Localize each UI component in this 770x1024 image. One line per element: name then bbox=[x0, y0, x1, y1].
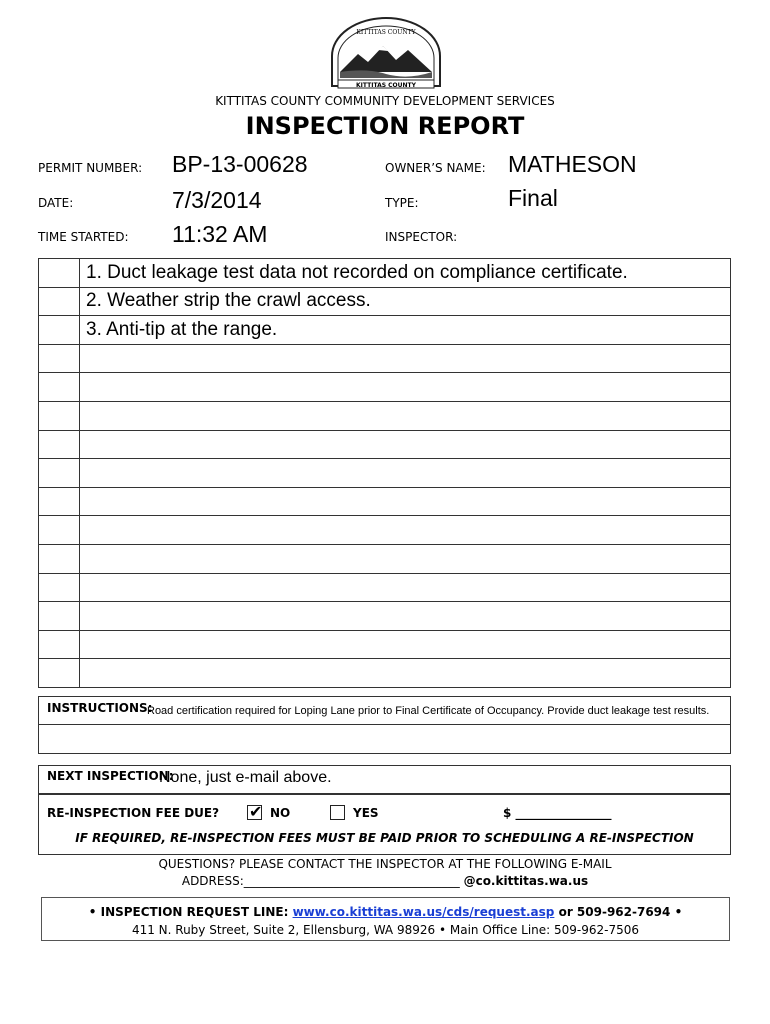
bullet-icon: • bbox=[88, 905, 97, 919]
table-row bbox=[39, 659, 731, 688]
time-started-label: TIME STARTED: bbox=[38, 230, 129, 244]
owner-name-value: MATHESON bbox=[508, 151, 637, 177]
table-row bbox=[39, 573, 731, 602]
date-label: DATE: bbox=[38, 196, 74, 210]
table-row bbox=[39, 287, 731, 316]
contact-email-domain: @co.kittitas.wa.us bbox=[463, 874, 589, 888]
request-phone: or 509-962-7694 bbox=[558, 905, 671, 919]
table-row bbox=[39, 401, 731, 430]
item-text bbox=[80, 430, 731, 459]
instructions-label: INSTRUCTIONS: bbox=[47, 701, 153, 715]
table-row bbox=[39, 259, 731, 288]
inspector-label: INSPECTOR: bbox=[385, 230, 458, 244]
item-check-cell[interactable] bbox=[39, 544, 80, 573]
fee-yes-checkbox[interactable] bbox=[330, 805, 345, 820]
fee-amount-field[interactable]: $ ________________ bbox=[503, 806, 612, 820]
item-check-cell[interactable] bbox=[39, 573, 80, 602]
bullet-icon: • bbox=[674, 905, 683, 919]
seal-banner-text: KITTITAS COUNTY bbox=[356, 82, 416, 89]
checkmark-icon: ✔ bbox=[249, 804, 263, 821]
table-row bbox=[39, 544, 731, 573]
item-text: 2. Weather strip the crawl access. bbox=[80, 287, 731, 316]
reinspection-fee-label: RE-INSPECTION FEE DUE? bbox=[47, 806, 220, 820]
item-text bbox=[80, 487, 731, 516]
table-row bbox=[39, 487, 731, 516]
county-seal bbox=[328, 14, 444, 92]
item-check-cell[interactable] bbox=[39, 344, 80, 373]
inspection-items-table bbox=[38, 258, 731, 688]
fee-yes-label: YES bbox=[353, 806, 379, 820]
item-text bbox=[80, 573, 731, 602]
agency-name: KITTITAS COUNTY COMMUNITY DEVELOPMENT SERVICES bbox=[215, 94, 555, 108]
item-text: 3. Anti-tip at the range. bbox=[80, 316, 731, 345]
table-row bbox=[39, 344, 731, 373]
type-label: TYPE: bbox=[385, 196, 419, 210]
address-line bbox=[41, 923, 730, 937]
request-url-link[interactable]: www.co.kittitas.wa.us/cds/request.asp bbox=[292, 905, 555, 919]
item-check-cell[interactable] bbox=[39, 401, 80, 430]
item-text bbox=[80, 602, 731, 631]
item-check-cell[interactable] bbox=[39, 287, 80, 316]
fee-no-checkbox[interactable] bbox=[247, 805, 262, 820]
next-inspection-label: NEXT INSPECTION: bbox=[47, 769, 174, 783]
item-text bbox=[80, 544, 731, 573]
seal-arc-text: KITTITAS COUNTY bbox=[356, 29, 416, 36]
permit-number-label: PERMIT NUMBER: bbox=[38, 161, 143, 175]
contact-line-1: QUESTIONS? PLEASE CONTACT THE INSPECTOR AT THE FOLLOWING E-MAIL bbox=[158, 857, 612, 871]
fee-notice: IF REQUIRED, RE-INSPECTION FEES MUST BE PAID PRIOR TO SCHEDULING A RE-INSPECTION bbox=[75, 831, 694, 845]
item-text bbox=[80, 659, 731, 688]
item-check-cell[interactable] bbox=[39, 459, 80, 488]
contact-line-2 bbox=[0, 874, 770, 888]
item-text bbox=[80, 401, 731, 430]
item-check-cell[interactable] bbox=[39, 316, 80, 345]
fee-no-label: NO bbox=[270, 806, 291, 820]
table-row bbox=[39, 602, 731, 631]
item-text bbox=[80, 516, 731, 545]
item-check-cell[interactable] bbox=[39, 430, 80, 459]
table-row bbox=[39, 316, 731, 345]
contact-address-blank[interactable]: ADDRESS:____________________________________ bbox=[181, 874, 460, 888]
instructions-extra-line[interactable] bbox=[38, 724, 731, 754]
owner-name-label: OWNER’S NAME: bbox=[385, 161, 486, 175]
main-office-line: Main Office Line: 509-962-7506 bbox=[449, 923, 640, 937]
item-check-cell[interactable] bbox=[39, 516, 80, 545]
instructions-text: Road certification required for Loping Lane prior to Final Certificate of Occupancy. Provide duct leakage test results. bbox=[147, 705, 710, 717]
table-row bbox=[39, 516, 731, 545]
table-row bbox=[39, 459, 731, 488]
bullet-icon: • bbox=[438, 923, 447, 937]
page-title: INSPECTION REPORT bbox=[245, 112, 525, 140]
item-text bbox=[80, 630, 731, 659]
item-check-cell[interactable] bbox=[39, 487, 80, 516]
request-line bbox=[41, 905, 730, 919]
date-value: 7/3/2014 bbox=[172, 187, 262, 213]
item-text bbox=[80, 459, 731, 488]
item-text bbox=[80, 373, 731, 402]
reinspection-fee-box bbox=[38, 794, 731, 855]
time-started-value: 11:32 AM bbox=[172, 221, 268, 247]
next-inspection-value: None, just e-mail above. bbox=[159, 769, 332, 786]
table-row bbox=[39, 630, 731, 659]
table-row bbox=[39, 373, 731, 402]
item-text bbox=[80, 344, 731, 373]
table-row bbox=[39, 430, 731, 459]
type-value: Final bbox=[508, 185, 558, 211]
office-address: 411 N. Ruby Street, Suite 2, Ellensburg, WA 98926 bbox=[131, 923, 436, 937]
item-check-cell[interactable] bbox=[39, 630, 80, 659]
permit-number-value: BP-13-00628 bbox=[172, 151, 308, 177]
item-check-cell[interactable] bbox=[39, 259, 80, 288]
item-text: 1. Duct leakage test data not recorded on compliance certificate. bbox=[80, 259, 731, 288]
item-check-cell[interactable] bbox=[39, 373, 80, 402]
item-check-cell[interactable] bbox=[39, 659, 80, 688]
request-line-label: INSPECTION REQUEST LINE: bbox=[100, 905, 289, 919]
item-check-cell[interactable] bbox=[39, 602, 80, 631]
